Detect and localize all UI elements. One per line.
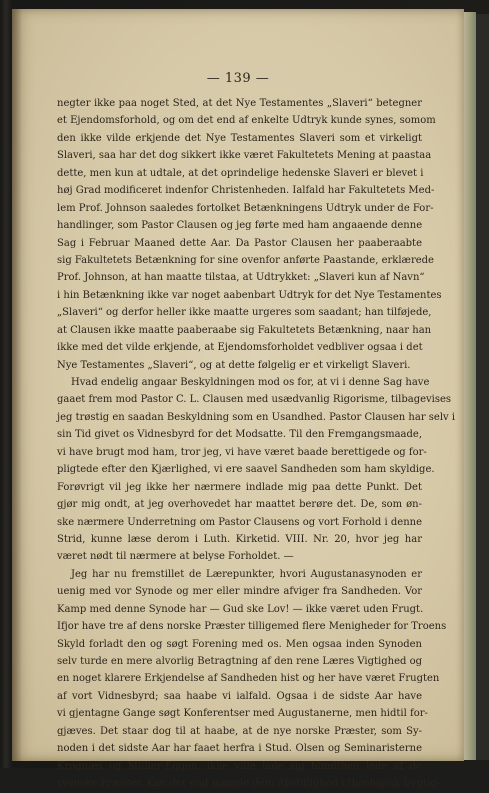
text-line: Ifjor have tre af dens norske Præster tilligemed flere Menigheder for Troens <box>57 621 447 633</box>
text-line: høj Grad modificeret indenfor Christenheden. Ialfald har Fakultetets Med- <box>57 185 435 197</box>
text-line: Krognæs og Müller-Eggen, ikke ville lade sig blindthen lede af de <box>57 760 422 772</box>
text-line: af vort Vidnesbyrd; saa haabe vi ialfald. Ogsaa i de sidste Aar have <box>57 690 422 702</box>
text-line: Nye Testamentes „Slaveri“, og at dette følgelig er et virkeligt Slaveri. <box>57 359 411 371</box>
text-line: negter ikke paa noget Sted, at det Nye Testamentes „Slaveri“ betegner <box>57 98 422 109</box>
text-line: svenske Præster. Kan der end mangle dem Abstillighed i theologisk Dygtig- <box>57 778 441 790</box>
text-line: at Clausen ikke maatte paaberaabe sig Fakultetets Betænkning, naar han <box>57 324 432 336</box>
text-line: „Slaveri“ og derfor heller ikke maatte urgeres som saadant; han tilføjede, <box>57 307 432 319</box>
text-line: Slaveri, saa har det dog sikkert ikke været Fakultetets Mening at paastaa <box>57 150 432 162</box>
text-line: Strid, kunne læse derom i Luth. Kirketid. VIII. Nr. 20, hvor jeg har <box>57 533 422 545</box>
text-line: gaaet frem mod Pastor C. L. Clausen med usædvanlig Rigorisme, tilbagevises <box>57 394 452 406</box>
text-line: sin Tid givet os Vidnesbyrd for det Modsatte. Til den Fremgangsmaade, <box>57 429 422 441</box>
text-line: Prof. Johnson, at han maatte tilstaa, at Udtrykket: „Slaveri kun af Navn“ <box>57 272 425 284</box>
text-line: jeg trøstig en saadan Beskyldning som en Usandhed. Pastor Clausen har selv i <box>57 411 456 423</box>
text-line: vi have brugt mod ham, tror jeg, vi have været baade berettigede og for- <box>57 446 427 458</box>
body-text <box>57 95 456 793</box>
text-line: selv turde en mere alvorlig Betragtning af den rene Læres Vigtighed og <box>57 656 423 667</box>
text-line: den ikke vilde erkjende det Nye Testamentes Slaveri som et virkeligt <box>57 132 422 144</box>
text-line: en noget klarere Erkjendelse af Sandheden hist og her have været Frugten <box>57 673 440 685</box>
book-cover-edge <box>476 14 489 760</box>
text-line: i hin Betænkning ikke var noget aabenbart Udtryk for det Nye Testamentes <box>57 289 442 301</box>
text-line: ikke med det vilde erkjende, at Ejendomsforholdet vedbliver ogsaa i det <box>57 342 423 354</box>
text-line: været nødt til nærmere at belyse Forholdet. — <box>57 551 294 563</box>
text-line: noden i det sidste Aar har faaet herfra i Stud. Olsen og Seminaristerne <box>57 743 422 755</box>
text-line: Jeg har nu fremstillet de Lærepunkter, hvori Augustanasynoden er <box>71 568 422 580</box>
text-line: Kamp med denne Synode har — Gud ske Lov! — ikke været uden Frugt. <box>57 603 424 615</box>
text-line: Skyld forladt den og søgt Forening med os. Men ogsaa inden Synoden <box>57 638 422 650</box>
text-line: gjæves. Det staar dog til at haabe, at de nye norske Præster, som Sy- <box>57 725 422 737</box>
page-edge <box>464 12 476 760</box>
text-line: lem Prof. Johnson saaledes fortolket Betænkningens Udtryk under de For- <box>57 202 434 214</box>
text-line: vi gjentagne Gange søgt Konferentser med Augustanerne, men hidtil for- <box>57 708 428 720</box>
text-line: sig Fakultetets Betænkning for sine ovenfor anførte Paastande, erklærede <box>57 254 434 266</box>
text-line: et Ejendomsforhold, og om det end af enkelte Udtryk kunde synes, somom <box>57 115 436 127</box>
text-line: Hvad endelig angaar Beskyldningen mod os for, at vi i denne Sag have <box>71 377 430 388</box>
page-number: — 139 — <box>206 71 270 86</box>
page-sheet <box>12 9 464 790</box>
text-line: ske nærmere Underretning om Pastor Clausens og vort Forhold i denne <box>57 516 422 528</box>
text-line: Forøvrigt vil jeg ikke her nærmere indlade mig paa dette Punkt. Det <box>57 481 422 493</box>
text-line: gjør mig ondt, at jeg overhovedet har maattet berøre det. De, som øn- <box>57 499 422 511</box>
text-line: Sag i Februar Maaned dette Aar. Da Pastor Clausen her paaberaabte <box>57 237 422 249</box>
text-line: uenig med vor Synode og mer eller mindre afviger fra Sandheden. Vor <box>57 586 422 598</box>
text-line: pligtede efter den Kjærlighed, vi ere saavel Sandheden som ham skyldige. <box>57 464 435 476</box>
text-line: handlinger, som Pastor Clausen og jeg førte med ham angaaende denne <box>57 220 423 232</box>
text-line: dette, men kun at udtale, at det oprindelige hedenske Slaveri er blevet i <box>57 167 424 179</box>
